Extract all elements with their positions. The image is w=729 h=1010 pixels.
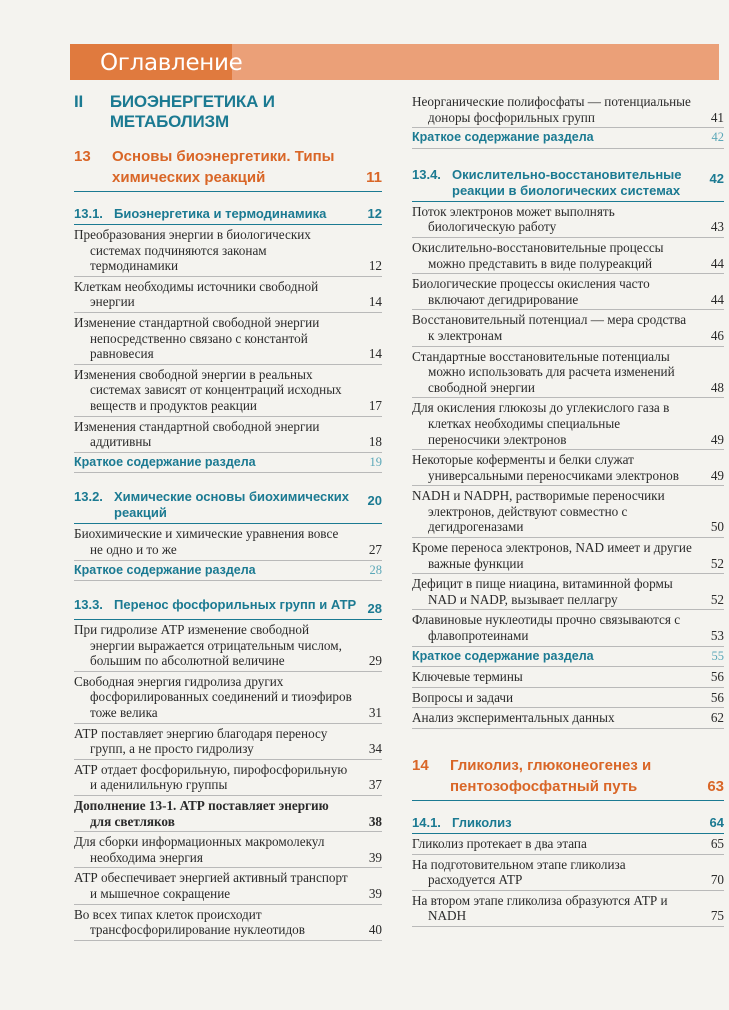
toc-entry-page: 17 <box>368 397 382 413</box>
section-13-4[interactable] <box>412 167 724 202</box>
toc-entry[interactable] <box>74 419 382 453</box>
toc-entry-page: 49 <box>710 431 724 447</box>
toc-entry-title: Флавиновые нуклеотиды прочно связываются с флавопротеинами <box>412 612 681 644</box>
section-page: 64 <box>709 815 724 830</box>
toc-entry-title: Дополнение 13-1. АТР поставляет энергию для светляков <box>74 798 329 829</box>
toc-entry[interactable] <box>74 834 382 868</box>
toc-entry-page: 34 <box>368 741 382 757</box>
toc-entry-page: 14 <box>368 294 382 310</box>
toc-entry[interactable] <box>412 669 724 688</box>
section-summary[interactable] <box>412 649 724 668</box>
toc-entry-page: 37 <box>368 777 382 793</box>
toc-entry[interactable] <box>412 612 724 646</box>
section-summary[interactable] <box>412 130 724 149</box>
toc-entry-page: 43 <box>710 219 724 235</box>
summary-label: Краткое содержание раздела <box>412 130 594 145</box>
chapter-title: Гликолиз, глюконеогенез и пентозофосфатный путь <box>450 757 652 795</box>
toc-entry-title: АТР отдает фосфорильную, пирофосфорильную и аденилильную группы <box>74 761 348 793</box>
right-column <box>412 92 724 927</box>
section-14-1[interactable] <box>412 815 724 834</box>
toc-entry-title: Восстановительный потенциал — мера сродства к электронам <box>412 312 687 343</box>
part-heading <box>74 92 382 132</box>
toc-entry-title: NADH и NADPH, растворимые переносчики электронов, действуют совместно с дегидрогеназами <box>412 488 665 535</box>
toc-entry[interactable] <box>74 315 382 365</box>
section-13-1[interactable] <box>74 206 382 225</box>
section-page: 28 <box>367 601 382 617</box>
left-column <box>74 92 382 941</box>
toc-entry-title: Некоторые коферменты и белки служат универсальными переносчиками электронов <box>412 452 679 483</box>
toc-entry-title: Клеткам необходимы источники свободной энергии <box>74 278 319 310</box>
toc-entry[interactable] <box>74 762 382 796</box>
toc-entry[interactable] <box>74 907 382 941</box>
toc-entry-title: Изменение стандартной свободной энергии непосредственно связано с константой равновесия <box>74 314 320 362</box>
toc-entry[interactable] <box>412 710 724 729</box>
toc-entry-page: 39 <box>368 886 382 901</box>
section-title: Окислительно-восстановительные реакции в биологических системах <box>452 166 682 198</box>
summary-page: 55 <box>711 648 724 663</box>
toc-entry[interactable] <box>412 400 724 450</box>
toc-entry-title: Стандартные восстановительные потенциалы можно использовать для расчета изменений свободной энергии <box>412 348 675 395</box>
chapter-number: 13 <box>74 148 91 165</box>
toc-entry-title: Окислительно-восстановительные процессы можно представить в виде полуреакций <box>412 239 664 271</box>
section-summary[interactable] <box>74 455 382 474</box>
toc-entry-title: АТР обеспечивает энергией активный транспорт и мышечное сокращение <box>74 870 348 901</box>
toc-entry-title: Вопросы и задачи <box>412 689 514 705</box>
section-number: 14.1. <box>412 815 441 830</box>
toc-entry-page: 56 <box>710 689 724 705</box>
summary-page: 19 <box>369 454 382 469</box>
toc-entry[interactable] <box>412 204 724 238</box>
toc-entry[interactable] <box>412 836 724 855</box>
chapter-13-heading[interactable] <box>74 146 382 192</box>
toc-entry-title: На втором этапе гликолиза образуются АТР и NADH <box>412 892 668 924</box>
summary-label: Краткое содержание раздела <box>74 562 256 577</box>
toc-entry-page: 46 <box>710 327 724 343</box>
toc-entry[interactable] <box>412 893 724 927</box>
toc-entry[interactable] <box>74 227 382 277</box>
toc-entry[interactable] <box>74 870 382 904</box>
summary-page: 28 <box>369 562 382 577</box>
toc-entry-page: 14 <box>368 346 382 362</box>
toc-entry-page: 18 <box>368 434 382 450</box>
header-banner <box>70 44 719 80</box>
toc-entry-title: На подготовительном этапе гликолиза расходуется АТР <box>412 856 626 888</box>
toc-entry-page: 48 <box>710 379 724 395</box>
section-title: Гликолиз <box>452 815 512 830</box>
toc-entry-page: 12 <box>368 258 382 274</box>
toc-entry-title: Поток электронов может выполнять биологическую работу <box>412 203 615 235</box>
toc-entry[interactable] <box>74 279 382 313</box>
part-title: БИОЭНЕРГЕТИКА И МЕТАБОЛИЗМ <box>109 92 275 131</box>
section-page: 12 <box>367 206 382 221</box>
toc-entry[interactable] <box>412 312 724 346</box>
toc-entry-page: 29 <box>368 653 382 669</box>
toc-entry[interactable] <box>412 240 724 274</box>
toc-entry[interactable] <box>412 540 724 574</box>
section-page: 42 <box>709 170 724 186</box>
toc-entry[interactable] <box>74 367 382 417</box>
toc-entry-page: 44 <box>710 291 724 307</box>
toc-entry-title: Биологические процессы окисления часто включают дегидрирование <box>412 276 650 307</box>
chapter-14-heading[interactable] <box>412 755 724 801</box>
section-13-2[interactable] <box>74 489 382 524</box>
toc-entry-title: При гидролизе АТР изменение свободной энергии выражается отрицательным числом, большим по абсолютной величине <box>74 622 342 669</box>
section-page: 20 <box>367 493 382 509</box>
toc-entry-page: 40 <box>368 922 382 938</box>
toc-entry-title: Ключевые термины <box>412 669 523 685</box>
toc-entry-page: 39 <box>368 849 382 865</box>
section-summary[interactable] <box>74 563 382 582</box>
toc-entry-title: Неорганические полифосфаты — потенциальные доноры фосфорильных групп <box>412 94 691 125</box>
section-title: Биоэнергетика и термодинамика <box>114 206 327 221</box>
part-number: II <box>74 92 84 111</box>
toc-entry-page: 50 <box>710 519 724 535</box>
toc-entry-title: Преобразования энергии в биологических системах подчиняются законам термодинамики <box>74 227 311 274</box>
toc-entry-page: 38 <box>368 813 382 829</box>
toc-entry-title: Изменения стандартной свободной энергии аддитивны <box>74 418 320 450</box>
toc-entry[interactable] <box>74 674 382 724</box>
toc-entry[interactable] <box>74 726 382 760</box>
toc-entry-title: Дефицит в пище ниацина, витаминной формы NAD и NADP, вызывает пеллагру <box>412 576 673 607</box>
toc-entry-page: 65 <box>710 836 724 851</box>
toc-entry[interactable] <box>74 798 382 832</box>
section-number: 13.2. <box>74 489 103 505</box>
toc-entry[interactable] <box>412 690 724 709</box>
summary-page: 42 <box>711 130 724 145</box>
toc-entry-title: Для окисления глюкозы до углекислого газа в клетках необходимы специальные переносчики электронов <box>412 400 670 447</box>
toc-entry[interactable] <box>412 488 724 538</box>
chapter-number: 14 <box>412 757 429 774</box>
section-number: 13.3. <box>74 597 103 613</box>
section-number: 13.1. <box>74 206 103 221</box>
toc-entry-title: АТР поставляет энергию благодаря переносу групп, а не просто гидролизу <box>74 725 328 757</box>
chapter-page: 63 <box>707 778 724 795</box>
summary-label: Краткое содержание раздела <box>74 454 256 469</box>
toc-entry-page: 70 <box>710 872 724 888</box>
toc-entry-page: 62 <box>710 710 724 726</box>
toc-entry-page: 41 <box>710 109 724 125</box>
toc-entry[interactable] <box>412 857 724 891</box>
toc-entry-title: Во всех типах клеток происходит трансфосфорилирование нуклеотидов <box>74 906 305 938</box>
toc-entry-title: Кроме переноса электронов, NAD имеет и другие важные функции <box>412 540 692 571</box>
toc-entry[interactable] <box>74 526 382 560</box>
toc-entry-title: Биохимические и химические уравнения вовсе не одно и то же <box>74 526 339 557</box>
toc-entry[interactable] <box>412 576 724 610</box>
chapter-page: 11 <box>366 169 382 186</box>
toc-entry[interactable] <box>412 276 724 310</box>
section-title: Химические основы биохимических реакций <box>114 489 349 521</box>
toc-entry[interactable] <box>412 349 724 399</box>
toc-entry-page: 31 <box>368 705 382 721</box>
toc-entry-page: 56 <box>710 669 724 685</box>
toc-entry-title: Для сборки информационных макромолекул необходима энергия <box>74 834 325 865</box>
toc-entry[interactable] <box>412 94 724 128</box>
page-title: Оглавление <box>70 44 232 80</box>
toc-entry-page: 75 <box>710 908 724 924</box>
toc-entry-page: 49 <box>710 467 724 483</box>
toc-entry-page: 44 <box>710 255 724 271</box>
toc-entry-title: Гликолиз протекает в два этапа <box>412 836 587 851</box>
section-title: Перенос фосфорильных групп и АТР <box>114 597 357 613</box>
section-number: 13.4. <box>412 166 441 182</box>
toc-entry-title: Свободная энергия гидролиза других фосфорилированных соединений и тиоэфиров тоже велика <box>74 673 352 721</box>
toc-entry-title: Анализ экспериментальных данных <box>412 710 615 726</box>
toc-entry-title: Изменения свободной энергии в реальных системах зависят от концентраций исходных веществ и продуктов реакции <box>74 366 342 413</box>
chapter-title: Основы биоэнергетики. Типы химических реакций <box>112 148 335 186</box>
toc-entry[interactable] <box>74 622 382 672</box>
summary-label: Краткое содержание раздела <box>412 648 594 663</box>
toc-entry-page: 52 <box>710 555 724 571</box>
toc-entry-page: 27 <box>368 541 382 557</box>
section-13-3[interactable] <box>74 597 382 620</box>
toc-entry[interactable] <box>412 452 724 486</box>
toc-entry-page: 53 <box>710 628 724 644</box>
toc-entry-page: 52 <box>710 591 724 607</box>
